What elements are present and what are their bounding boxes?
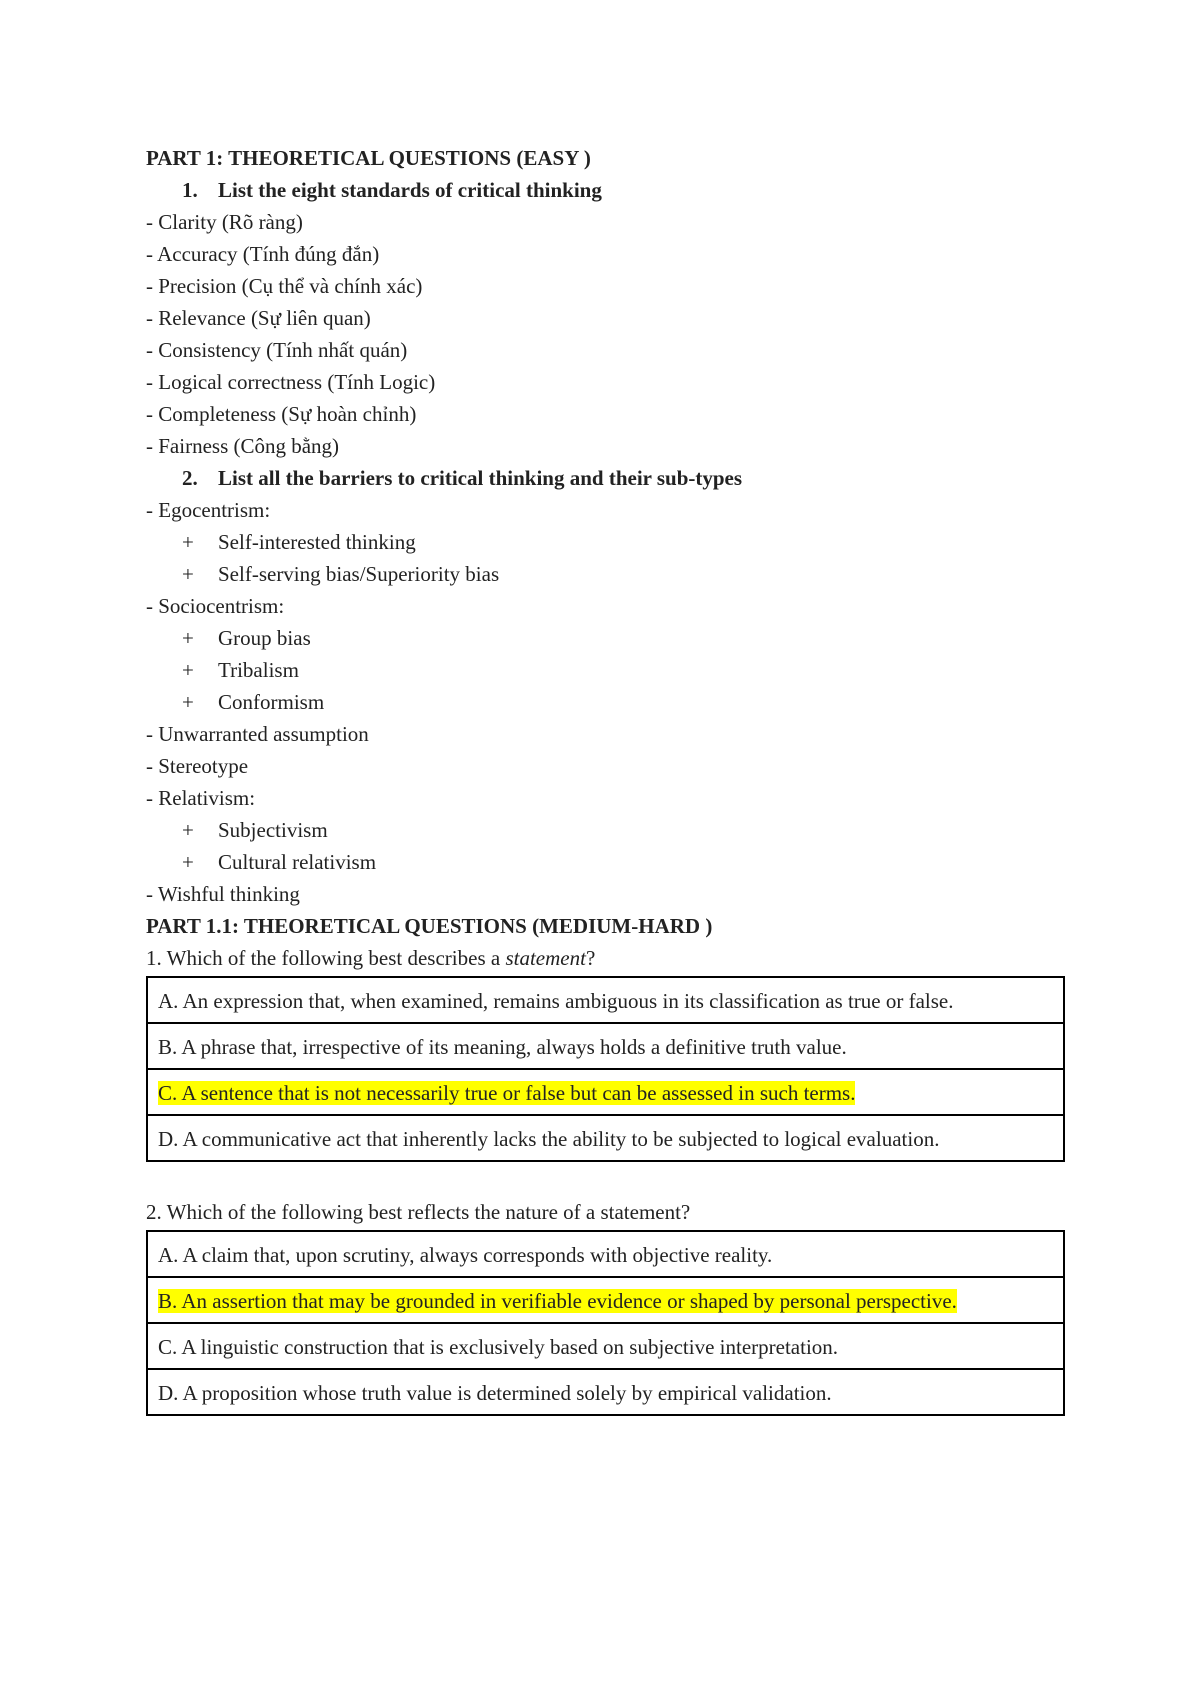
plus-bullet: + <box>182 530 194 554</box>
sub-list-item <box>146 846 1066 878</box>
option-row <box>147 1231 1064 1277</box>
list-item: - Unwarranted assumption <box>146 722 369 746</box>
option-row <box>147 1323 1064 1369</box>
sub-list-item <box>146 814 1066 846</box>
sub-list-item <box>146 622 1066 654</box>
option-b: B. A phrase that, irrespective of its meaning, always holds a definitive truth value. <box>158 1035 847 1059</box>
option-row <box>147 1277 1064 1323</box>
list-item: - Clarity (Rõ ràng) <box>146 210 303 234</box>
part1-question-2 <box>146 462 1066 494</box>
list-item: - Consistency (Tính nhất quán) <box>146 338 408 362</box>
spacer <box>146 1162 1066 1196</box>
sub-item-text: Group bias <box>218 626 311 650</box>
question-text: List the eight standards of critical thinking <box>218 178 602 202</box>
option-cell <box>147 1369 1064 1415</box>
question-emphasis: statement <box>505 946 586 970</box>
sub-list-item <box>146 558 1066 590</box>
option-cell <box>147 1277 1064 1323</box>
list-item: - Precision (Cụ thể và chính xác) <box>146 274 423 298</box>
option-d: D. A proposition whose truth value is determined solely by empirical validation. <box>158 1381 832 1405</box>
mcq-options-table-1 <box>146 976 1065 1162</box>
list-item: - Stereotype <box>146 754 249 778</box>
part11-title: PART 1.1: THEORETICAL QUESTIONS (MEDIUM-HARD ) <box>146 914 713 938</box>
option-row <box>147 1069 1064 1115</box>
list-item: - Accuracy (Tính đúng đắn) <box>146 242 380 266</box>
option-row <box>147 1115 1064 1161</box>
option-cell <box>147 977 1064 1023</box>
option-cell <box>147 1069 1064 1115</box>
plus-bullet: + <box>182 562 194 586</box>
option-row <box>147 1369 1064 1415</box>
list-item: - Logical correctness (Tính Logic) <box>146 370 436 394</box>
question-number: 2. <box>182 466 198 490</box>
list-item: - Relevance (Sự liên quan) <box>146 306 371 330</box>
sub-item-text: Conformism <box>218 690 325 714</box>
list-item: - Relativism: <box>146 786 256 810</box>
sub-item-text: Self-interested thinking <box>218 530 416 554</box>
question-text: List all the barriers to critical thinking and their sub-types <box>218 466 743 490</box>
option-cell <box>147 1231 1064 1277</box>
list-item: - Completeness (Sự hoàn chỉnh) <box>146 402 417 426</box>
sub-item-text: Tribalism <box>218 658 299 682</box>
part1-question-1 <box>146 174 1066 206</box>
plus-bullet: + <box>182 690 194 714</box>
option-b-correct-highlight: B. An assertion that may be grounded in verifiable evidence or shaped by personal perspective. <box>158 1289 957 1313</box>
option-c-correct-highlight: C. A sentence that is not necessarily true or false but can be assessed in such terms. <box>158 1081 856 1105</box>
sub-item-text: Self-serving bias/Superiority bias <box>218 562 500 586</box>
sub-item-text: Subjectivism <box>218 818 328 842</box>
document-page <box>146 142 1066 1416</box>
sub-list-item <box>146 686 1066 718</box>
list-item: - Egocentrism: <box>146 498 271 522</box>
plus-bullet: + <box>182 818 194 842</box>
question-number: 1. <box>182 178 198 202</box>
question-suffix: ? <box>585 946 596 970</box>
option-c: C. A linguistic construction that is exclusively based on subjective interpretation. <box>158 1335 839 1359</box>
sub-list-item <box>146 654 1066 686</box>
mcq-question-1 <box>146 942 1066 974</box>
option-row <box>147 977 1064 1023</box>
list-item: - Wishful thinking <box>146 882 300 906</box>
question-text: 1. Which of the following best describes a <box>146 946 506 970</box>
plus-bullet: + <box>182 658 194 682</box>
mcq-question-2: 2. Which of the following best reflects the nature of a statement? <box>146 1200 691 1224</box>
option-cell <box>147 1115 1064 1161</box>
option-cell <box>147 1023 1064 1069</box>
mcq-options-table-2 <box>146 1230 1065 1416</box>
option-a: A. A claim that, upon scrutiny, always corresponds with objective reality. <box>158 1243 773 1267</box>
list-item: - Sociocentrism: <box>146 594 285 618</box>
list-item: - Fairness (Công bằng) <box>146 434 340 458</box>
option-row <box>147 1023 1064 1069</box>
option-a: A. An expression that, when examined, remains ambiguous in its classification as true or false. <box>158 989 954 1013</box>
part1-title: PART 1: THEORETICAL QUESTIONS (EASY ) <box>146 146 591 170</box>
sub-item-text: Cultural relativism <box>218 850 377 874</box>
option-d: D. A communicative act that inherently lacks the ability to be subjected to logical evaluation. <box>158 1127 940 1151</box>
plus-bullet: + <box>182 626 194 650</box>
sub-list-item <box>146 526 1066 558</box>
plus-bullet: + <box>182 850 194 874</box>
option-cell <box>147 1323 1064 1369</box>
